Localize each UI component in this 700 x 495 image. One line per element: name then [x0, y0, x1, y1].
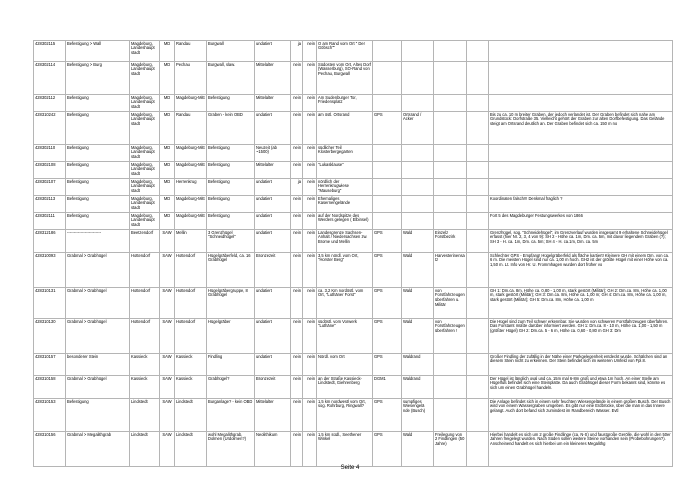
cell-method: GPS — [373, 253, 402, 288]
cell-object-id: 428310131 — [34, 288, 66, 319]
cell-condition — [434, 62, 467, 95]
cell-condition — [434, 399, 467, 432]
cell-extra — [467, 62, 489, 95]
cell-terrain: Ortsrand / Acker — [402, 112, 434, 145]
cell-district: MD — [160, 145, 175, 162]
cell-object-id: 428310242 — [34, 112, 66, 145]
cell-flag-b: nein — [303, 62, 317, 95]
cell-flag-b: nein — [303, 112, 317, 145]
cell-municipality: Magdeburg, Landeshaupt stadt — [130, 196, 160, 213]
table-row — [34, 253, 673, 288]
cell-district: MD — [160, 179, 175, 196]
cell-flag-a: nein — [291, 399, 303, 432]
cell-object-id: 428302115 — [34, 41, 66, 62]
cell-description: Befestigung — [207, 213, 255, 230]
cell-flag-b: nein — [303, 399, 317, 432]
cell-municipality: Magdeburg, Landeshaupt stadt — [130, 62, 160, 95]
cell-method: GPS — [373, 112, 402, 145]
cell-description: Burgwall, slaw. — [207, 62, 255, 95]
cell-description: Graben - kein OBD — [207, 112, 255, 145]
cell-condition — [434, 179, 467, 196]
table-row — [34, 112, 673, 145]
cell-remarks: Grenzhügel, sog. "Schneidehügel", im Grenzverlauf wurden insgesamt 9 erhaltene Schneidehügel erfasst (hier Nr. 2, 3, 4 von 9): SH 2 - Höhe ca. 1m, Dm. ca. 5m, mit davor liegendem Graben (?); SH 3 - H. ca. 1m, Dm. ca. 5m; SH 4 - H. ca.1m, Dm. ca. 5m — [489, 230, 673, 253]
cell-description: Findling — [207, 354, 255, 376]
cell-locality: Kassieck — [175, 354, 207, 376]
cell-description: Grabhügel? — [207, 376, 255, 399]
cell-condition: von Forstfahrzeugen überfahren ! — [434, 319, 467, 354]
cell-flag-a: nein — [291, 213, 303, 230]
cell-condition: Freilegung von 2 Findlingen (50 Jahre) — [434, 432, 467, 467]
cell-municipality: Kassieck — [130, 354, 160, 376]
cell-remarks: GH 1: Dm.ca. 8m, Höhe ca. 0,80 - 1,00 m, stark gestört (Militär); GH 2: Dm.ca. 8m, Höhe ca. 1,00 m, stark gestört (Militär); GH 3: Dm.ca. 8m, Höhe ca. 1,00 m; GH 4: Dm.ca. 8m, Höhe ca. 1,00 m, stark gestört (Militär); GH 5: Dm.ca. 8m, Höhe ca. 1,00 m — [489, 288, 673, 319]
cell-municipality: Lindstedt — [130, 432, 160, 467]
cell-district: MD — [160, 213, 175, 230]
cell-municipality: Hottendorf — [130, 319, 160, 354]
cell-locality: Pechau — [175, 62, 207, 95]
cell-description: Befestigung — [207, 162, 255, 179]
cell-locality: Herrenkrug — [175, 179, 207, 196]
cell-municipality: Lindstedt — [130, 399, 160, 432]
cell-location: Nördl. vom Ort — [317, 354, 373, 376]
cell-method: DGM1 — [373, 376, 402, 399]
cell-municipality: Magdeburg, Landeshaupt stadt — [130, 213, 160, 230]
cell-terrain: Wald — [402, 253, 434, 288]
cell-remarks — [489, 145, 673, 162]
cell-dating: undatiert — [255, 319, 291, 354]
cell-dating: Mittelalter — [255, 162, 291, 179]
spreadsheet-page — [33, 40, 672, 467]
cell-municipality: Magdeburg, Landeshaupt stadt — [130, 179, 160, 196]
cell-location: Am Sudenburger Tor, Friedensplatz — [317, 95, 373, 112]
cell-flag-b: nein — [303, 253, 317, 288]
table-row — [34, 162, 673, 179]
cell-category: besonderer Stein — [66, 354, 130, 376]
cell-method: GPS — [373, 432, 402, 467]
cell-flag-b: nein — [303, 179, 317, 196]
cell-locality: Mellin — [175, 230, 207, 253]
cell-terrain — [402, 62, 434, 95]
cell-object-id: 428310153 — [34, 399, 66, 432]
cell-remarks: Koordinaten falsch!!! Denkmal fraglich ? — [489, 196, 673, 213]
cell-district: SAW — [160, 354, 175, 376]
cell-flag-a: nein — [291, 196, 303, 213]
cell-municipality: Hottendorf — [130, 253, 160, 288]
cell-flag-a: nein — [291, 432, 303, 467]
cell-category: Befestigung — [66, 112, 130, 145]
cell-object-id: 428302114 — [34, 62, 66, 95]
cell-remarks: Hierbei handelt es sich um 2 große Findlinge (ca. N-S) und faustgroße Gerölle, die wohl in den 50er Jahren freigelegt wurden. Nach Süden sollen weitere Steine vorhanden sein (Probebohrungen?). Anscheinend handelt es sich hierbei um ein kleineres Megalithg — [489, 432, 673, 467]
table-row — [34, 145, 673, 162]
cell-flag-a: nein — [291, 354, 303, 376]
cell-condition: Harvesterinensatz — [434, 253, 467, 288]
cell-terrain: Waldrand — [402, 354, 434, 376]
cell-remarks — [489, 62, 673, 95]
table-row — [34, 62, 673, 95]
cell-method — [373, 95, 402, 112]
table-row — [34, 95, 673, 112]
cell-method — [373, 179, 402, 196]
cell-flag-b: nein — [303, 288, 317, 319]
cell-flag-a: nein — [291, 319, 303, 354]
cell-flag-a: nein — [291, 288, 303, 319]
cell-flag-b: nein — [303, 196, 317, 213]
cell-extra — [467, 432, 489, 467]
cell-dating: Neuzeit (ab ~1500) — [255, 145, 291, 162]
cell-district: MD — [160, 112, 175, 145]
cell-description: Hügelgräberfeld, ca. 16 Grabhügel — [207, 253, 255, 288]
table-row — [34, 354, 673, 376]
cell-description: Befestigung — [207, 95, 255, 112]
cell-object-id: 428310093 — [34, 253, 66, 288]
cell-flag-a: nein — [291, 162, 303, 179]
cell-terrain — [402, 41, 434, 62]
cell-location: 1,5 km nordwestl vom Ort, sog. Rohrburg, Ringwall? — [317, 399, 373, 432]
cell-municipality: Magdeburg, Landeshaupt stadt — [130, 41, 160, 62]
cell-terrain — [402, 213, 434, 230]
cell-location: 1,5 km südl., Seethener Winkel — [317, 432, 373, 467]
cell-locality: Magdeburg-Mitt — [175, 196, 207, 213]
cell-remarks: Die Anlage befindet sich in einem sehr feuchten Wiesengelände in einem großen Busch. Der Busch wird von einem Wassergraben umgeben. Es gibt nur eine Erdbrücke, über die man in das Innere gelangt. Auch dort befand sich zumindest im Randbereich Wasser. Evtl — [489, 399, 673, 432]
cell-description: Burgwall — [207, 41, 255, 62]
cell-object-id: 428302113 — [34, 196, 66, 213]
cell-location: südlicher Teil Klosterbergegarten — [317, 145, 373, 162]
cell-extra — [467, 41, 489, 62]
cell-object-id: 428310157 — [34, 354, 66, 376]
cell-location: 3,5 km nördl. vom Ort, "Horster Berg" — [317, 253, 373, 288]
cell-flag-b: nein — [303, 213, 317, 230]
cell-category: Befestigung — [66, 145, 130, 162]
cell-extra — [467, 288, 489, 319]
cell-remarks — [489, 162, 673, 179]
cell-description: 3 Grenzhügel "Schneidhügel" — [207, 230, 255, 253]
cell-condition — [434, 112, 467, 145]
cell-object-id: 428310156 — [34, 432, 66, 467]
cell-condition — [434, 95, 467, 112]
table-row — [34, 376, 673, 399]
cell-locality: Magdeburg-Mitt — [175, 162, 207, 179]
table-body — [34, 41, 673, 467]
cell-extra — [467, 354, 489, 376]
cell-locality: Magdeburg-Mitt — [175, 95, 207, 112]
cell-category: Befestigung — [66, 196, 130, 213]
cell-description: Befestigung — [207, 145, 255, 162]
cell-terrain: Waldrand — [402, 376, 434, 399]
table-row — [34, 319, 673, 354]
cell-district: MD — [160, 41, 175, 62]
table-row — [34, 432, 673, 467]
cell-condition: Einzelz Forstbezirk — [434, 230, 467, 253]
cell-terrain — [402, 145, 434, 162]
cell-flag-a: nein — [291, 112, 303, 145]
cell-object-id: 428302107 — [34, 179, 66, 196]
cell-flag-b: nein — [303, 162, 317, 179]
cell-dating: Neolithikum — [255, 432, 291, 467]
cell-remarks: Die Hügel sind zum Teil schwer erkennbar. Sie wurden von schweren Forstfahrzeugen überfahren. Das Forstamt müßte darüber informiert werden. GH 1: Dm.ca. 8 - 10 m, Höhe ca. 1,00 - 1,50 m (größter Hügel) GH 2: Dm.ca. 5 - 6 m, Höhe ca. 0,60 - 0,80 m GH 3: Dm — [489, 319, 673, 354]
cell-remarks: Der Hügel ist länglich oval und ca. 15m mal 6-8m groß und etwa 1m hoch. An einer Stelle am Hügelfuß befindet sich eine Steinplatte. Da auch Grabhügel dieser Form bekannt sind, könnte es sich um einen Grabhügel handeln. — [489, 376, 673, 399]
cell-location: "Lukasklause" — [317, 162, 373, 179]
cell-terrain — [402, 179, 434, 196]
cell-location: Südosten vom Ort, Altes Dorf (Wasserburg), SO-Rand von Pechau, Burgwall — [317, 62, 373, 95]
cell-district: MD — [160, 62, 175, 95]
table-row — [34, 196, 673, 213]
cell-municipality: Magdeburg, Landeshaupt stadt — [130, 95, 160, 112]
cell-category: Befestigung — [66, 399, 130, 432]
cell-extra — [467, 95, 489, 112]
cell-remarks: Bis zu ca. 10 m breiter Graben, der jedoch verlandet ist. Der Graben befindet sich nahe am Grundstück: Dorfstraße 35. Vielleicht gehört der Graben zur alten Dorfbefestigung. Das Gelände steigt am Ortsrand deutlich an. Der Graben befindet sich ca. 150 m no — [489, 112, 673, 145]
cell-extra — [467, 230, 489, 253]
cell-extra — [467, 179, 489, 196]
cell-extra — [467, 112, 489, 145]
cell-locality: Magdeburg-Mitt — [175, 145, 207, 162]
cell-condition — [434, 41, 467, 62]
cell-extra — [467, 145, 489, 162]
cell-object-id: 428310130 — [34, 319, 66, 354]
cell-method — [373, 213, 402, 230]
cell-flag-a: nein — [291, 145, 303, 162]
cell-flag-b: nein — [303, 95, 317, 112]
cell-dating: Bronzezeit — [255, 253, 291, 288]
cell-location: O am Rand vom Ort " Der Göbsch"" — [317, 41, 373, 62]
cell-description: wohl Megalithgrab, Dolmen (Urdolmen?) — [207, 432, 255, 467]
cell-object-id: 428302112 — [34, 95, 66, 112]
cell-flag-a: nein — [291, 376, 303, 399]
cell-object-id: 428302111 — [34, 213, 66, 230]
cell-locality: Magdeburg-Mitt — [175, 213, 207, 230]
cell-municipality: Magdeburg, Landeshaupt stadt — [130, 112, 160, 145]
table-row — [34, 213, 673, 230]
cell-category: ------------------------- — [66, 230, 130, 253]
cell-flag-b: nein — [303, 319, 317, 354]
cell-municipality: Magdeburg, Landeshaupt stadt — [130, 162, 160, 179]
cell-dating: Mittelalter — [255, 62, 291, 95]
cell-object-id: 428312186 — [34, 230, 66, 253]
monument-table — [33, 40, 673, 467]
cell-remarks — [489, 95, 673, 112]
cell-flag-a: ja — [291, 41, 303, 62]
cell-dating: undatiert — [255, 41, 291, 62]
cell-category: Befestigung — [66, 213, 130, 230]
cell-remarks: Schlechter GPS - Empfang! Hügelgräberfeld als fläche kartiert! Kleinere GH mit einem Dm. von ca. 6 m. Die meisten Hügel sind nur ca. 1,00 m hoch. GH2 ist der größte Hügel mit einer Höhe von ca. 1,50 m. Lt. Info von Hr. U. Frommhagen wurden dort früher vo — [489, 253, 673, 288]
cell-flag-a: nein — [291, 230, 303, 253]
cell-extra — [467, 399, 489, 432]
cell-flag-b: nein — [303, 354, 317, 376]
cell-municipality: Beetzendorf — [130, 230, 160, 253]
cell-condition — [434, 145, 467, 162]
cell-category: Grabmal > Megalithgrab — [66, 432, 130, 467]
cell-district: SAW — [160, 253, 175, 288]
cell-location: nördlich der Herrenkrugwiese "Mauseburg" — [317, 179, 373, 196]
cell-district: SAW — [160, 432, 175, 467]
cell-flag-b: nein — [303, 41, 317, 62]
cell-district: MD — [160, 162, 175, 179]
cell-category: Grabmal > Grabhügel — [66, 253, 130, 288]
cell-terrain — [402, 95, 434, 112]
cell-location: an der Straße Kassieck-Lindstedt, Giehrenberg — [317, 376, 373, 399]
cell-condition: von Forstfahrzeugen überfahren u. Militär — [434, 288, 467, 319]
cell-condition — [434, 196, 467, 213]
cell-locality: Kassieck — [175, 376, 207, 399]
cell-locality: Hottendorf — [175, 253, 207, 288]
cell-location: ca. 3,2 Km nordöstl. vom Ort, "Luthäner Forst" — [317, 288, 373, 319]
cell-method — [373, 145, 402, 162]
cell-category: Grabmal > Grabhügel — [66, 319, 130, 354]
cell-category: Befestigung > Burg — [66, 62, 130, 95]
cell-locality: Randau — [175, 112, 207, 145]
cell-district: SAW — [160, 376, 175, 399]
cell-district: SAW — [160, 319, 175, 354]
table-row — [34, 41, 673, 62]
cell-description: Befestigung — [207, 179, 255, 196]
cell-terrain — [402, 196, 434, 213]
cell-municipality: Kassieck — [130, 376, 160, 399]
cell-method: GPS — [373, 230, 402, 253]
cell-category: Befestigung > Wall — [66, 41, 130, 62]
cell-extra — [467, 213, 489, 230]
cell-district: SAW — [160, 288, 175, 319]
cell-location: auf der Nordspitze des Werders gelegen ( Elbinsel) — [317, 213, 373, 230]
cell-dating: undatiert — [255, 179, 291, 196]
cell-locality: Hottendorf — [175, 288, 207, 319]
cell-terrain: Wald — [402, 432, 434, 467]
cell-flag-a: nein — [291, 62, 303, 95]
cell-extra — [467, 319, 489, 354]
cell-location: Ehemaliges Kasernengelände — [317, 196, 373, 213]
cell-terrain: Wald — [402, 319, 434, 354]
cell-dating: undatiert — [255, 112, 291, 145]
cell-description: Befestigung — [207, 196, 255, 213]
cell-flag-a: ja — [291, 179, 303, 196]
cell-locality: Hottendorf — [175, 319, 207, 354]
cell-category: Befestigung — [66, 95, 130, 112]
cell-locality: Lindstedt — [175, 399, 207, 432]
cell-method — [373, 162, 402, 179]
cell-flag-b: nein — [303, 432, 317, 467]
cell-location: südöstl. vom Vorwerk "Luthäne" — [317, 319, 373, 354]
cell-flag-b: nein — [303, 145, 317, 162]
cell-flag-b: nein — [303, 230, 317, 253]
cell-dating: undatiert — [255, 196, 291, 213]
cell-remarks: Großer Findling der zufällig in der Nähe einer Parkgelegenheit entdeckt wurde. Schälchen sind an diesem Stein nicht zu erkennen. Der Stein befindet sich im weiteren Umfeld von Fpl.8. — [489, 354, 673, 376]
cell-district: MD — [160, 196, 175, 213]
cell-method: GPS — [373, 319, 402, 354]
cell-description: Hügelgräbergruppe, 8 Grabhügel — [207, 288, 255, 319]
cell-dating: Mittelalter — [255, 95, 291, 112]
cell-extra — [467, 376, 489, 399]
cell-category: Grabmal > Grabhügel — [66, 288, 130, 319]
cell-extra — [467, 253, 489, 288]
cell-object-id: 428310158 — [34, 376, 66, 399]
cell-location: Landesgrenze Sachsen-Anhalt / Niedersachsen zw. Brome und Mellin — [317, 230, 373, 253]
cell-dating: Mittelalter — [255, 399, 291, 432]
cell-dating: undatiert — [255, 230, 291, 253]
cell-description: Burganlage? - kein OBD — [207, 399, 255, 432]
cell-locality: Randau — [175, 41, 207, 62]
cell-district: SAW — [160, 230, 175, 253]
cell-condition — [434, 162, 467, 179]
cell-terrain: Wald — [402, 230, 434, 253]
cell-category: Befestigung — [66, 162, 130, 179]
cell-method — [373, 41, 402, 62]
cell-dating: Bronzezeit — [255, 376, 291, 399]
table-row — [34, 230, 673, 253]
cell-method: GPS — [373, 288, 402, 319]
cell-extra — [467, 196, 489, 213]
table-row — [34, 399, 673, 432]
cell-category: Befestigung — [66, 179, 130, 196]
table-row — [34, 288, 673, 319]
cell-category: Grabmal > Grabhügel — [66, 376, 130, 399]
cell-condition — [434, 376, 467, 399]
cell-condition — [434, 354, 467, 376]
cell-flag-a: nein — [291, 253, 303, 288]
cell-method: GPS — [373, 354, 402, 376]
cell-terrain — [402, 162, 434, 179]
cell-location: am östl. Ortsrand — [317, 112, 373, 145]
cell-terrain: Wald — [402, 288, 434, 319]
cell-extra — [467, 162, 489, 179]
cell-district: SAW — [160, 399, 175, 432]
cell-object-id: 428302110 — [34, 145, 66, 162]
cell-condition — [434, 213, 467, 230]
cell-object-id: 428302108 — [34, 162, 66, 179]
cell-dating: undatiert — [255, 354, 291, 376]
cell-locality: Lindstedt — [175, 432, 207, 467]
cell-terrain: sumpfiges Wiesengelä nde (Busch) — [402, 399, 434, 432]
cell-remarks: Fort 5 des Magdeburger Festungswerkes von 1866 — [489, 213, 673, 230]
cell-flag-a: nein — [291, 95, 303, 112]
table-row — [34, 179, 673, 196]
cell-method: GPS — [373, 399, 402, 432]
cell-municipality: Hottendorf — [130, 288, 160, 319]
cell-remarks — [489, 41, 673, 62]
cell-dating: undatiert — [255, 213, 291, 230]
cell-dating: undatiert — [255, 288, 291, 319]
cell-method — [373, 62, 402, 95]
cell-method — [373, 196, 402, 213]
cell-flag-b: nein — [303, 376, 317, 399]
cell-municipality: Magdeburg, Landeshaupt stadt — [130, 145, 160, 162]
cell-description: Hügelgräber — [207, 319, 255, 354]
cell-remarks — [489, 179, 673, 196]
cell-district: MD — [160, 95, 175, 112]
page-footer: Seite 4 — [340, 465, 360, 471]
